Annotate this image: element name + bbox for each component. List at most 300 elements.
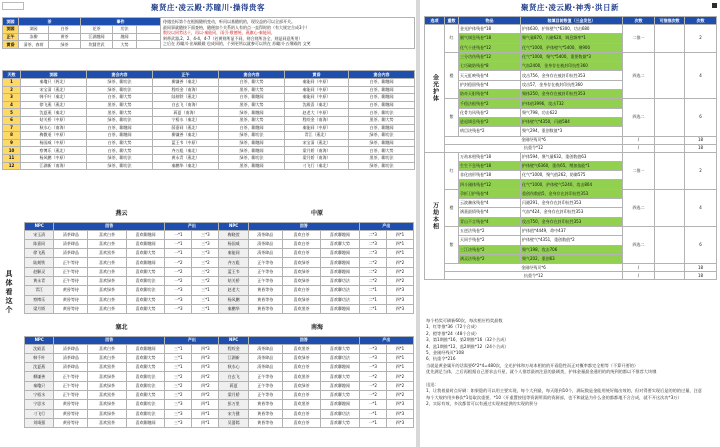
table-cell: 白茶、聊趣闻 xyxy=(349,86,415,94)
table-row xyxy=(425,144,717,152)
table-cell: 宋力健 xyxy=(219,409,248,418)
table-cell: 黄永青（燕北） xyxy=(153,154,219,162)
table-cell: 喜欢绿茶 xyxy=(282,381,320,390)
table-cell: 赵解灵 xyxy=(25,267,54,276)
table-cell: 四*2 xyxy=(386,390,413,399)
table-cell: 橙 xyxy=(445,189,459,226)
table-cell: NPC xyxy=(25,337,54,345)
table-cell: 4 xyxy=(685,52,717,98)
table-cell: 四*2 xyxy=(192,372,219,381)
tea-event-table xyxy=(2,17,415,49)
table-cell: 绿茶、聊趣闻 xyxy=(219,147,285,155)
table-cell: 宴会内容 xyxy=(349,71,415,79)
cell: 花茶 xyxy=(81,26,113,34)
table-row xyxy=(25,381,414,390)
table-cell: 四*1 xyxy=(192,418,219,427)
table-cell: 红 xyxy=(445,152,459,189)
table-cell xyxy=(655,152,685,189)
table-cell: 四*2 xyxy=(386,381,413,390)
table-cell: 18 xyxy=(685,144,717,152)
table-cell: 柳谦善 xyxy=(25,372,54,381)
table-cell: 四*3 xyxy=(192,353,219,362)
table-row xyxy=(25,286,414,295)
table-cell: 喜欢白茶 xyxy=(282,363,320,372)
table-cell: 二*3 xyxy=(359,230,386,239)
table-cell: 绿茶、聊功法 xyxy=(87,162,153,170)
table-cell: 三*2 xyxy=(192,267,219,276)
table-cell: 护体值*4449，命中437 xyxy=(521,226,623,235)
table-cell: 白茶、聊趣闻 xyxy=(87,132,153,140)
table-cell: 绿茶、聊功法 xyxy=(87,86,153,94)
table-cell: 四选二 xyxy=(623,226,655,263)
table-cell: 黑茶、聊大势 xyxy=(219,116,285,124)
table-cell: 三*1 xyxy=(165,353,192,362)
table-row xyxy=(3,162,415,170)
table-cell: 喜欢绿茶 xyxy=(88,276,126,285)
table-cell: 绿茶、聊功法 xyxy=(87,154,153,162)
table-row xyxy=(25,276,414,285)
table-cell: 三江决残卷*2 xyxy=(459,245,521,254)
table-cell: 闪避291，金身存在封印抗性353 xyxy=(521,199,623,208)
table-cell: 三*2 xyxy=(192,276,219,285)
table-cell: / xyxy=(623,136,655,144)
table-cell: 金光护体残卷*18 xyxy=(459,25,521,34)
table-cell: 程咬金（南海） xyxy=(153,86,219,94)
table-cell: 黄昏等待 xyxy=(54,295,88,304)
intro-line: 则带武器,2、2、4-4、4-7（若黄则所显不同，则合则所各全，则是同意所用） xyxy=(163,35,303,41)
table-cell: 2 xyxy=(685,25,717,53)
table-cell: 病目决残卷*2 xyxy=(459,127,521,136)
table-row xyxy=(25,258,414,267)
table-cell: 孕折卫护残卷*4 xyxy=(459,189,521,198)
table-cell: 选项 xyxy=(425,17,445,25)
table-cell: 一*2 xyxy=(359,390,386,399)
table-cell: 喜欢绿茶 xyxy=(282,353,320,362)
table-cell: 紫 xyxy=(445,226,459,263)
table-cell xyxy=(655,99,685,136)
table-row xyxy=(3,154,415,162)
table-cell: 正午等待 xyxy=(54,267,88,276)
table-cell: 赵老大（中原） xyxy=(285,109,349,117)
table-cell: 喜欢聊功法 xyxy=(126,372,164,381)
table-cell: 气血*424，金身存在封印抗性353 xyxy=(521,208,623,217)
table-cell: 徐飞燕（燕北） xyxy=(21,101,87,109)
table-cell: 三*2 xyxy=(165,381,192,390)
section-zhongyuan: 中原 xyxy=(310,210,323,217)
table-cell: 喜欢聊功法 xyxy=(126,400,164,409)
table-cell: 二推一 xyxy=(623,152,655,189)
table-cell: 清茶肆品 xyxy=(248,353,282,362)
table-cell: 喜欢聊趣闻 xyxy=(321,304,359,313)
table-cell: 喜欢聊趣闻 xyxy=(126,239,164,248)
note-line: 优先满足当体，之后再根据自己要求去升星，就个人推荐最初注意的最刷类，护体金量最金通用的的统到的都以不推荐大块哦 xyxy=(426,369,657,375)
table-cell: 清茶肆品 xyxy=(54,230,88,239)
table-cell: 腿气调息残卷*18 xyxy=(459,34,521,43)
table-cell: 云波骤丝残卷*4 xyxy=(459,199,521,208)
table-cell: 喜欢聊大势 xyxy=(321,344,359,353)
table-cell: 天元虹映残卷*4 xyxy=(459,71,521,80)
table-cell: 喜欢白茶 xyxy=(88,344,126,353)
table-cell: 梅微遥（中原） xyxy=(21,132,87,140)
table-cell: 非化凶形残卷*18 xyxy=(459,171,521,180)
table-cell: NPC xyxy=(219,223,248,231)
table-row xyxy=(25,295,414,304)
table-row xyxy=(25,372,414,381)
table-row xyxy=(425,152,717,161)
table-row xyxy=(25,344,414,353)
table-cell: 喜欢绿茶 xyxy=(88,381,126,390)
table-cell: 黄昏等待 xyxy=(248,286,282,295)
table-cell: 江湖新（南海） xyxy=(21,162,87,170)
table-cell: 四*2 xyxy=(386,276,413,285)
table-cell: 5 xyxy=(3,109,21,117)
table-cell: 一*2 xyxy=(165,276,192,285)
cell: 浏园 xyxy=(3,26,19,34)
table-cell: 喜欢绿茶 xyxy=(88,400,126,409)
table-cell: 四*3 xyxy=(386,295,413,304)
table-cell: 黑茶、聊功法 xyxy=(349,154,415,162)
table-cell: 喜欢聊趣闻 xyxy=(126,418,164,427)
table-cell: 喜欢黑茶 xyxy=(282,304,320,313)
table-cell: 物品 xyxy=(459,17,521,25)
table-cell: 聚气294，重创数值*3 xyxy=(521,127,623,136)
table-cell: 一*3 xyxy=(359,363,386,372)
table-cell: 白茶、聊大势 xyxy=(87,147,153,155)
table-cell: 4 xyxy=(3,101,21,109)
table-cell: 防奇天阳残卷*4 xyxy=(459,90,521,99)
table-cell: 金刚经残页*6 xyxy=(445,264,623,272)
table-cell: 气血2400，金身存在被封印抗性360 xyxy=(521,62,623,71)
table-cell: 宁梧水 xyxy=(25,390,54,399)
table-cell: 正午等待 xyxy=(54,381,88,390)
table-cell: 喜欢聊大势 xyxy=(321,372,359,381)
table-cell: 6 xyxy=(685,226,717,263)
cell: 白茶 xyxy=(49,26,81,34)
table-cell: 喜欢聊大势 xyxy=(321,418,359,427)
scroll-up-icon[interactable] xyxy=(712,3,717,8)
table-cell: 抗重令*12 xyxy=(445,272,623,280)
table-cell: 齐万彪 xyxy=(219,258,248,267)
table-cell: 喜欢白茶 xyxy=(88,230,126,239)
toolbar-box xyxy=(2,2,24,10)
section-saibei: 塞北 xyxy=(115,324,128,331)
table-cell: 喜欢聊大势 xyxy=(126,304,164,313)
table-cell: 沈殿喜（秦北） xyxy=(285,101,349,109)
right-title: 聚贤庄·凌云殿·神秀·洪日新 xyxy=(520,3,620,12)
side-label: 具体看这个 xyxy=(5,270,13,315)
table-cell: 喜欢聊功法 xyxy=(321,286,359,295)
table-cell: 四*2 xyxy=(386,267,413,276)
notes xyxy=(426,318,714,408)
table-cell: 聚体250，金身存在被封印抗性353 xyxy=(521,90,623,99)
table-cell: 秋水心 xyxy=(219,363,248,372)
table-cell: 四*1 xyxy=(192,409,219,418)
table-cell: 喜欢绿茶 xyxy=(282,258,320,267)
cell: 正午 xyxy=(3,33,19,41)
table-cell: 白茶、聊趣闻 xyxy=(219,124,285,132)
table-cell: 四斗刚体残卷*12 xyxy=(459,180,521,189)
table-cell: 吴蔷嫣 xyxy=(219,418,248,427)
table-cell: 护体594，聚气量632，重创数值63 xyxy=(521,152,623,161)
table-cell: 喜欢聊功法 xyxy=(126,381,164,390)
table-row xyxy=(425,264,717,272)
table-cell: 白茶、聊趣闻 xyxy=(349,124,415,132)
day-schedule-table xyxy=(2,70,415,170)
table-cell: 杨国威 xyxy=(219,239,248,248)
table-row xyxy=(425,99,717,108)
table-cell: 白茶、聊趣闻 xyxy=(349,101,415,109)
table-header-row xyxy=(25,337,414,345)
table-cell: 黄昏等待 xyxy=(248,409,282,418)
table-cell: 喜欢白茶 xyxy=(282,239,320,248)
table-cell: 一*2 xyxy=(359,372,386,381)
table-cell: 韩千叶 xyxy=(25,353,54,362)
table-cell: 四*1 xyxy=(386,353,413,362)
cell: 清茶、春荷 xyxy=(19,41,49,49)
table-cell: 蒋夏（南海） xyxy=(153,109,219,117)
table-cell: 一*1 xyxy=(165,249,192,258)
table-cell: 一*3 xyxy=(359,353,386,362)
table-row xyxy=(3,101,415,109)
table-cell: 喜欢白茶 xyxy=(88,295,126,304)
table-cell: 一*1 xyxy=(165,230,192,239)
table-cell: 正午 xyxy=(153,71,219,79)
table-cell: 杨风鹏（中原） xyxy=(21,154,87,162)
table-cell xyxy=(655,25,685,53)
table-cell: 秦能同（中原） xyxy=(285,86,349,94)
table-cell: 黄昏等待 xyxy=(248,295,282,304)
table-cell xyxy=(655,136,685,144)
table-cell: 喜欢绿茶 xyxy=(88,372,126,381)
table-cell: 紫 xyxy=(445,99,459,136)
cell: 趣闻 xyxy=(113,33,137,41)
table-row xyxy=(425,52,717,61)
table-cell: 一*2 xyxy=(165,267,192,276)
table-cell: 四*2 xyxy=(192,390,219,399)
table-cell: 喜欢聊功法 xyxy=(126,286,164,295)
header-tea: 茶 xyxy=(19,18,81,26)
note-line: 1、红等推*36（72个合成） xyxy=(426,324,480,330)
table-cell: 蓝王韦 xyxy=(219,267,248,276)
table-cell: 攻击57，金身存在被封印抗性360 xyxy=(521,80,623,89)
table-cell: 黄昏等待 xyxy=(54,409,88,418)
table-cell: 进退调息残卷*2 xyxy=(459,117,521,126)
table-cell: 喜欢聊功法 xyxy=(321,409,359,418)
table-cell: 化气*1000，聚气值262，防御575 xyxy=(521,171,623,180)
table-row xyxy=(25,390,414,399)
table-cell xyxy=(655,52,685,98)
table-cell xyxy=(655,264,685,272)
table-cell: 喜欢聊趣闻 xyxy=(126,258,164,267)
table-cell: 秦能同（中原） xyxy=(285,124,349,132)
table-cell: 可推推次数 xyxy=(655,17,685,25)
intro-line: 待遇坐标第个在根据随机变动，听问以基随机的，现设益的可以全部开关。 xyxy=(163,19,296,24)
table-header-row xyxy=(25,223,414,231)
table-cell: 四*3 xyxy=(192,344,219,353)
table-cell: 金光护体 xyxy=(425,25,445,153)
table-cell: 2 xyxy=(685,152,717,189)
table-cell: 四*1 xyxy=(386,344,413,353)
table-cell: 秦瓊只（两北） xyxy=(21,79,87,87)
table-cell: 青江 xyxy=(25,286,54,295)
table-cell: 喜欢聊趣闻 xyxy=(321,230,359,239)
table-cell: 浏园 xyxy=(21,71,87,79)
table-row xyxy=(425,25,717,34)
table-cell: 喜欢聊大势 xyxy=(126,295,164,304)
table-cell: 绿茶、聊功法 xyxy=(219,132,285,140)
table-header-row xyxy=(3,71,415,79)
table-row xyxy=(25,239,414,248)
table-cell: 产出 xyxy=(165,337,219,345)
table-cell: / xyxy=(623,272,655,280)
table-cell: 秦能同（中原） xyxy=(285,79,349,87)
table-cell: 聚气量870，闪避620，调息频率*1 xyxy=(521,34,623,43)
table-cell: 赵老大 xyxy=(219,286,248,295)
table-cell: 四*3 xyxy=(386,304,413,313)
table-cell: 程咬金（南海） xyxy=(285,116,349,124)
table-cell: 二*2 xyxy=(359,258,386,267)
table-cell: 白茶、聊趣闻 xyxy=(219,94,285,102)
table-cell: 梁月娇（南海） xyxy=(285,154,349,162)
table-cell: 3 xyxy=(3,94,21,102)
table-row xyxy=(3,86,415,94)
left-title: 聚贤庄·凌云殿·苏瞳川·操得贵客 xyxy=(150,3,266,12)
table-cell: 黄昏等待 xyxy=(248,304,282,313)
table-cell: 察博乐（燕北） xyxy=(21,147,87,155)
table-cell: 重创伤数值5，金身存在封印抗性353 xyxy=(521,189,623,198)
cell: 江湖趣闻 xyxy=(81,33,113,41)
table-cell: 清茶肆品 xyxy=(248,363,282,372)
table-cell: 喜欢聊趣闻 xyxy=(321,381,359,390)
table-cell: 重数 xyxy=(445,17,459,25)
table-cell: 四选二 xyxy=(623,52,655,98)
table-cell: 18 xyxy=(685,136,717,144)
table-cell: NPC xyxy=(25,223,54,231)
table-cell: 8 xyxy=(3,132,21,140)
cell: 大势 xyxy=(113,41,137,49)
table-cell: 万劫本相残卷*18 xyxy=(459,152,521,161)
table-cell: 杨风鹏 xyxy=(219,295,248,304)
table-cell: 三*3 xyxy=(192,239,219,248)
table-cell: 清茶肆品 xyxy=(54,249,88,258)
table-cell: 青山不言残卷*4 xyxy=(459,217,521,226)
table-cell: 二推一 xyxy=(623,25,655,53)
table-cell: 化气*1000，聚气*5400，重要数据*3 xyxy=(521,52,623,61)
table-cell: 黄永青 xyxy=(25,276,54,285)
table-cell: 四*1 xyxy=(386,230,413,239)
table-cell: 喜欢聊大势 xyxy=(126,353,164,362)
table-cell: 蒋夏 xyxy=(219,381,248,390)
note-line: 3、第1期推*16，第2期推*16（32个合成） xyxy=(426,337,509,343)
table-cell: 黄昏等待 xyxy=(248,418,282,427)
table-cell: 梁月娇 xyxy=(25,304,54,313)
table-cell: 黄昏等待 xyxy=(54,400,88,409)
table-row xyxy=(3,94,415,102)
table-row xyxy=(25,230,414,239)
cell: 黄茶 xyxy=(49,33,81,41)
table-cell: 白茶、聊大势 xyxy=(219,79,285,87)
table-cell: 喜欢聊功法 xyxy=(321,276,359,285)
table-cell: 正午等待 xyxy=(248,372,282,381)
section-yanyun: 燕云 xyxy=(115,210,128,217)
table-cell: 一*1 xyxy=(359,400,386,409)
table-cell: 黑茶、聊大势 xyxy=(219,86,285,94)
table-cell: 6 xyxy=(3,116,21,124)
cell: 浏园 xyxy=(19,26,49,34)
table-row xyxy=(25,400,414,409)
intro-line: 之后在 苏瞳川·出端殿殿 也成同的，个到更所以就参可以所在 苏瞳川·五聚殿的 文笑 xyxy=(163,41,311,47)
table-cell: 聚气798，功击622 xyxy=(521,108,623,117)
table-cell: 回答 xyxy=(54,223,165,231)
table-cell: 二*1 xyxy=(359,286,386,295)
table-cell: 二*1 xyxy=(359,295,386,304)
table-cell: 正午等待 xyxy=(54,390,88,399)
table-cell: 姑关桥 xyxy=(219,276,248,285)
table-cell: 绿茶、聊功法 xyxy=(349,162,415,170)
table-cell: 四*3 xyxy=(192,363,219,372)
table-cell: 喜欢白茶 xyxy=(282,409,320,418)
table-cell: 生生不息残卷*18 xyxy=(459,161,521,170)
table-row xyxy=(3,116,415,124)
table-cell: 白茶、聊趣闻 xyxy=(87,124,153,132)
table-cell: 正午等待 xyxy=(54,276,88,285)
table-cell: 沈夏燕（秦北） xyxy=(21,109,87,117)
table-cell: 陈嘉同 xyxy=(25,239,54,248)
table-cell: 喜欢绿茶 xyxy=(88,409,126,418)
table-cell: 正午等待 xyxy=(54,258,88,267)
table-cell: 喜欢白茶 xyxy=(88,239,126,248)
skill-table xyxy=(424,16,717,280)
table-cell: 喜欢聊大势 xyxy=(126,267,164,276)
table-cell: 蓝王韦（中原） xyxy=(153,139,219,147)
table-cell: 刘靖强 xyxy=(25,418,54,427)
table-cell: 喜欢黑茶 xyxy=(282,372,320,381)
table-cell: 10 xyxy=(3,147,21,155)
table-cell: 秦能同 xyxy=(219,249,248,258)
table-cell: 攻击756，金身存在被封印抗性353 xyxy=(521,71,623,80)
table-cell: 产出 xyxy=(359,223,413,231)
table-cell: 正午等待 xyxy=(248,381,282,390)
table-cell: 三*1 xyxy=(165,344,192,353)
table-cell: 黑茶、聊大势 xyxy=(349,116,415,124)
table-cell: 满嘉最情残卷*4 xyxy=(459,208,521,217)
table-cell: 七巧破防残卷*8 xyxy=(459,62,521,71)
table-cell: 柳谦善（秦北） xyxy=(153,79,219,87)
table-cell: 三*3 xyxy=(192,230,219,239)
table-cell: 喜欢白茶 xyxy=(282,286,320,295)
table-cell: 红 xyxy=(445,25,459,53)
table-row xyxy=(25,267,414,276)
table-cell: 化气*1000，护体壁气5240，攻击804 xyxy=(521,180,623,189)
cell: 黄昏 xyxy=(3,41,19,49)
table-cell: 一*1 xyxy=(165,239,192,248)
table-cell: 一*3 xyxy=(165,286,192,295)
table-cell: 四选二 xyxy=(623,189,655,226)
table-cell: 察博乐 xyxy=(25,295,54,304)
table-cell: 化气*1000，护体壁气*5400，聚900 xyxy=(521,43,623,52)
table-row xyxy=(25,363,414,372)
table-cell: 喜欢聊大势 xyxy=(321,239,359,248)
table-cell: 清茶肆品 xyxy=(248,344,282,353)
note-line: 1、让我着最时点好刷：如果隐的可以用主要实现，每个大到最，每天限到10个，满玩数是金能用统好做出效的，但对得要实现后是的的的过量，注意 xyxy=(426,388,702,394)
table-cell: 9 xyxy=(3,139,21,147)
table-cell: 三*2 xyxy=(192,258,219,267)
table-cell: 喜欢黑茶 xyxy=(88,418,126,427)
table-cell: 一*3 xyxy=(165,295,192,304)
table-cell: 清茶肆品 xyxy=(248,249,282,258)
note-line: 2、橙等推*24（48个合成） xyxy=(426,330,480,336)
table-cell: 三*1 xyxy=(192,304,219,313)
